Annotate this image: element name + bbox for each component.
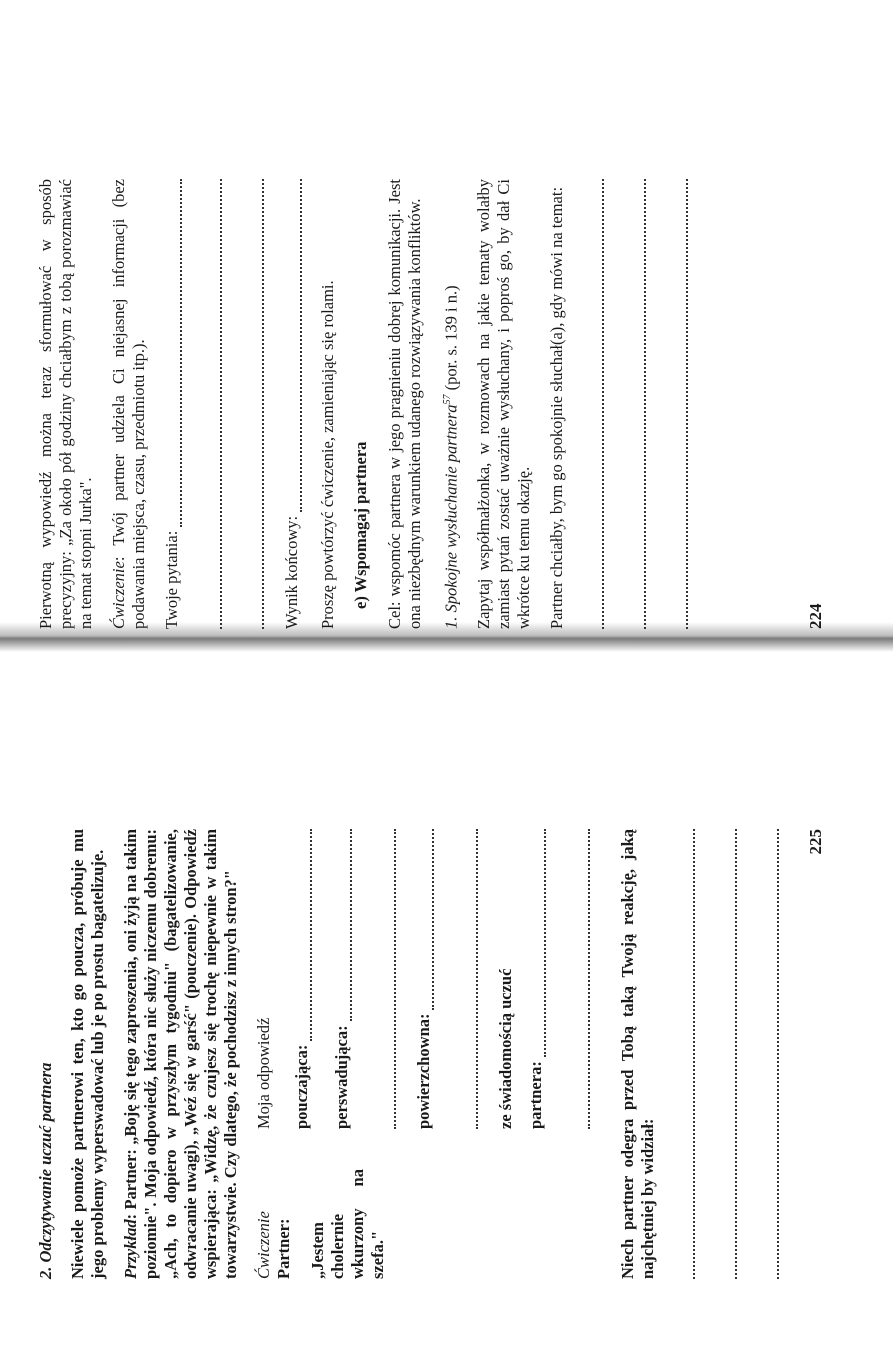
answer-line[interactable] [713,829,737,1279]
section-heading: 2. Odczytywanie uczuć partnera [36,1062,55,1279]
example-text: : Partner: „Boję się tego zaproszenia, oni żyją na takim poziomie". Moja odpowiedź, która nic służy niczemu dobremu: „Ach, to dopiero w przyszłym tygodniu" (bagatelizowanie, odwracanie uwagi), „Weź się w garść" (pouczenie). Odpowiedź wspierająca: „Widzę, że czujesz się trochę niepewnie w takim towarzystwie. Czy dlatego, że pochodzisz z innych stron?" [121,829,240,1279]
answer-line[interactable] [566,829,590,1129]
subheading [438,179,462,629]
answer-field[interactable] [336,829,352,1021]
answer-line[interactable] [198,179,222,629]
final-paragraph: Niech partner odegra przed Tobą taką Twoją reakcję, jaką najchętniej by widział: [618,829,657,1279]
page-number: 224 [806,603,825,629]
exercise-left-column [254,1129,608,1279]
questions-answer-field[interactable] [166,179,182,527]
answer-field[interactable] [418,829,434,1010]
exercise-title: Ćwiczenie [254,1211,273,1279]
answer-type-label: ze świadomością uczuć [496,968,515,1129]
answer-row-pouczajaca [292,829,312,1129]
subheading-title: 1. Spokojne wysłuchanie partnera [441,404,461,629]
page-224-body [36,179,836,629]
result-line [282,179,302,629]
exercise-paragraph [109,179,149,629]
goal-paragraph: Cel: wspomóc partnera w jego pragnieniu dobrej komunikacji. Jest ona niezbędnym warunkiem udanego rozwiązywania konfliktów. [385,179,424,629]
intro-paragraph: Niewiele pomoże partnerowi ten, kto go poucza, próbuje mu jego problemy wyperswadować lub je po prostu bagatelizuje. [68,829,107,1279]
exercise-text: : Twój partner udziela Ci niejasnej informacji (bez podawania miejsca, czasu, przedmiotu itp.). [109,179,148,629]
answer-row-perswadujaca [332,829,352,1129]
answer-type-label: partnera: [526,1061,545,1129]
answer-row-uczucia [526,829,546,1129]
questions-label: Twoje pytania: [162,530,181,629]
partner-quote: „Jestem cholernie wkurzony na szefa." [308,1169,387,1279]
page-225-body [36,829,836,1279]
subheading-page-ref: (por. s. 139 i n.) [441,285,461,395]
answer-line[interactable] [622,179,646,629]
answer-line[interactable] [454,829,478,1129]
answer-line[interactable] [664,179,688,629]
answer-field[interactable] [296,829,312,1041]
example-paragraph [121,829,241,1279]
intro-paragraph: Pierwotną wypowiedź można teraz sformułować w sposób precyzyjny: „Za około pół godziny chciałbym z tobą porozmawiać na temat stopni Jurka". [36,179,95,629]
ask-paragraph: Zapytaj współmałżonka, w rozmowach na jakie tematy wolałby zamiast pytań zostać uważnie wysłuchany, i poproś go, by dał Ci wkrótce ku temu okazję. [473,179,533,629]
questions-line [162,179,182,629]
answer-type-label: perswadująca: [332,1025,351,1129]
result-answer-field[interactable] [286,179,302,512]
example-prefix: Przykład [121,1219,140,1279]
answer-line[interactable] [372,829,396,1129]
section-heading: e) Wspomagaj partnera [351,441,370,609]
my-answer-label: Moja odpowiedź [254,1017,273,1129]
page-224 [36,109,836,699]
page-number: 225 [806,829,825,855]
answer-line[interactable] [755,829,779,1279]
exercise-right-column [254,829,608,1129]
repeat-instruction: Proszę powtórzyć ćwiczenie, zamieniając się rolami. [318,280,337,629]
page-225 [36,759,836,1349]
answer-row-powierzchowna [414,829,434,1129]
exercise-block [254,829,608,1279]
answer-field[interactable] [530,829,546,1057]
answer-type-label: powierzchowna: [414,1013,433,1129]
answer-line[interactable] [580,179,604,629]
answer-line[interactable] [240,179,264,629]
partner-topic-paragraph: Partner chciałby, bym go spokojnie słuchał(a), gdy mówi na temat: [546,186,566,629]
answer-line[interactable] [671,829,695,1279]
footnote-ref: 57 [442,394,453,405]
result-label: Wynik końcowy: [282,515,301,629]
partner-label: Partner: [274,1218,293,1279]
exercise-prefix: Ćwiczenie [109,561,128,629]
answer-type-label: pouczająca: [292,1044,311,1129]
